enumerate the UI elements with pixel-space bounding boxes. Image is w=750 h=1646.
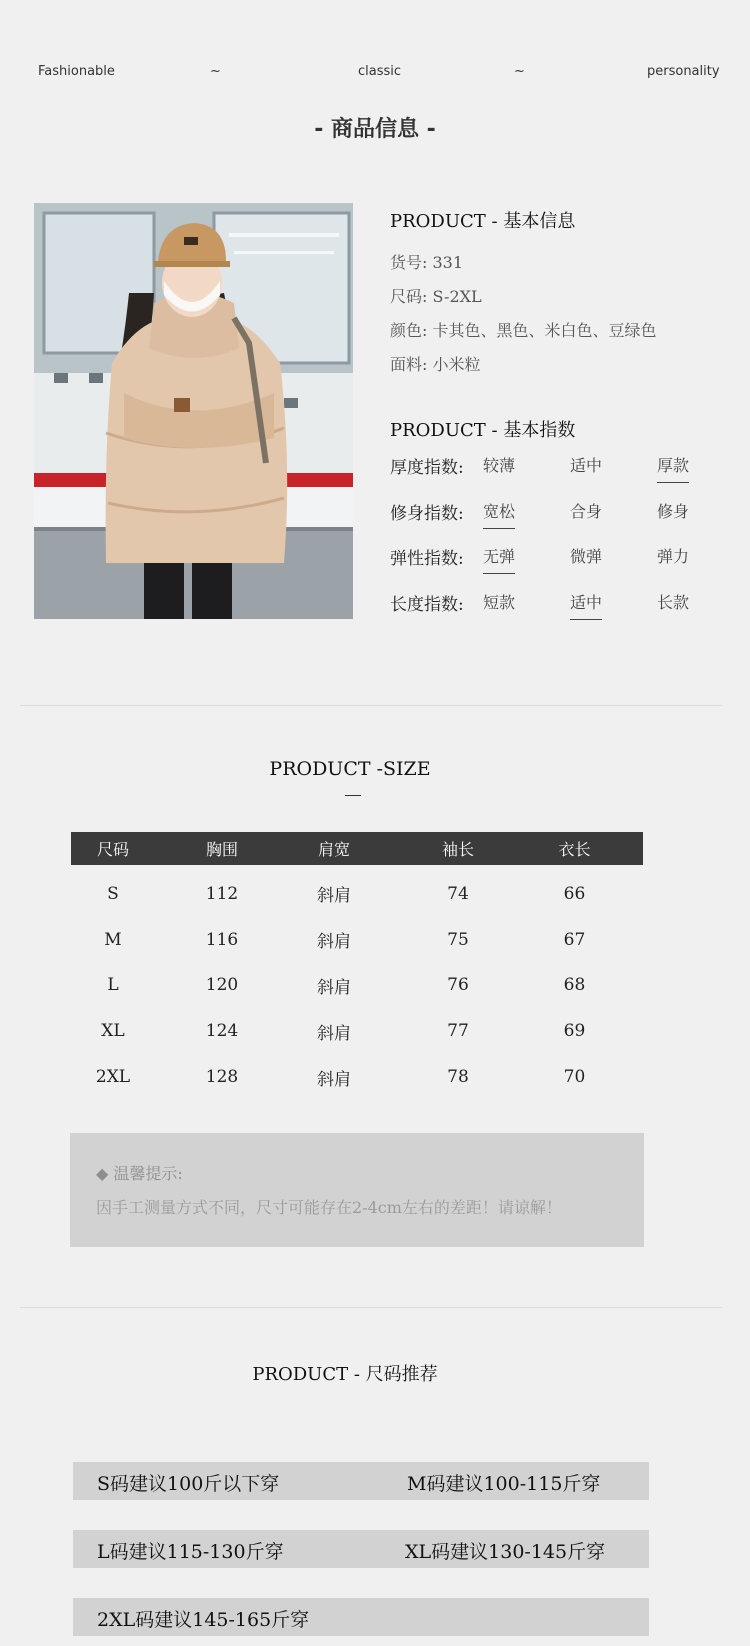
- table-row: [71, 1008, 643, 1054]
- info-value: 331: [432, 253, 464, 272]
- info-value: 卡其色、黑色、米白色、豆绿色: [432, 321, 657, 340]
- info-row-color: [390, 318, 657, 341]
- index-option: 微弹: [570, 547, 603, 566]
- table-cell: 69: [563, 1021, 586, 1042]
- index-option: 较薄: [483, 456, 516, 475]
- info-label: 颜色:: [390, 321, 428, 340]
- table-cell: XL: [101, 1021, 125, 1042]
- table-cell: 斜肩: [317, 977, 351, 998]
- table-cell: 78: [447, 1067, 469, 1088]
- size-section-heading: PRODUCT -SIZE: [269, 758, 431, 780]
- table-cell: S: [107, 883, 119, 904]
- index-label: 厚度指数:: [390, 458, 464, 478]
- table-cell: M: [104, 929, 122, 950]
- column-header-length: 衣长: [558, 840, 591, 859]
- recommend-item: L码建议115-130斤穿: [97, 1541, 284, 1563]
- table-cell: 67: [563, 929, 586, 950]
- recommend-item: S码建议100斤以下穿: [97, 1473, 280, 1495]
- table-cell: 124: [205, 1021, 239, 1042]
- table-cell: 120: [205, 975, 239, 996]
- table-row: [71, 917, 643, 963]
- index-label: 弹性指数:: [390, 549, 464, 569]
- info-row-fabric: [390, 352, 481, 375]
- heading-dash: [345, 795, 361, 796]
- info-row-size: [390, 284, 482, 307]
- size-table-header: [71, 832, 643, 865]
- index-option-selected: 适中: [570, 590, 602, 620]
- section-divider: [20, 705, 722, 706]
- column-header-chest: 胸围: [205, 840, 238, 859]
- index-option: 长款: [657, 593, 690, 612]
- table-cell: 70: [563, 1067, 586, 1088]
- table-cell: 112: [205, 883, 239, 904]
- table-row: [71, 1054, 643, 1100]
- recommend-bar: [73, 1598, 649, 1636]
- table-cell: 斜肩: [317, 1023, 351, 1044]
- info-row-item-no: [390, 250, 463, 273]
- table-cell: 2XL: [95, 1067, 131, 1088]
- info-label: 货号:: [390, 253, 428, 272]
- tagline-word-fashionable: Fashionable: [38, 64, 115, 79]
- recommend-item: XL码建议130-145斤穿: [405, 1541, 606, 1563]
- index-option-selected: 宽松: [483, 499, 515, 529]
- table-cell: 116: [205, 929, 239, 950]
- table-cell: 77: [447, 1021, 469, 1042]
- table-cell: 76: [447, 975, 469, 996]
- info-label: 面料:: [390, 355, 428, 374]
- recommend-item: M码建议100-115斤穿: [407, 1473, 601, 1495]
- index-option: 短款: [483, 593, 516, 612]
- recommend-item: 2XL码建议145-165斤穿: [97, 1609, 310, 1631]
- column-header-sleeve: 袖长: [441, 840, 474, 859]
- info-value: S-2XL: [432, 287, 482, 306]
- section-divider: [20, 1307, 722, 1308]
- table-cell: 斜肩: [317, 932, 351, 953]
- product-photo-illustration: [34, 203, 353, 619]
- index-label: 修身指数:: [390, 504, 464, 524]
- page-title: - 商品信息 -: [314, 117, 436, 142]
- tip-title: ◆ 温馨提示:: [96, 1164, 183, 1183]
- table-cell: 68: [563, 975, 586, 996]
- table-row: [71, 963, 643, 1009]
- tagline-separator: ~: [210, 64, 221, 79]
- recommend-bar: [73, 1462, 649, 1500]
- tip-text: 因手工测量方式不同，尺寸可能存在2-4cm左右的差距！请谅解！: [96, 1198, 562, 1217]
- tagline-word-personality: personality: [647, 64, 720, 79]
- basic-info-heading: PRODUCT - 基本信息: [390, 211, 576, 232]
- tagline-word-classic: classic: [358, 64, 402, 79]
- product-photo: [34, 203, 353, 619]
- size-table: [71, 832, 643, 1100]
- index-option: 弹力: [657, 547, 690, 566]
- tip-box: [70, 1133, 644, 1247]
- table-cell: 斜肩: [317, 886, 351, 907]
- index-option: 合身: [570, 502, 603, 521]
- recommend-heading: PRODUCT - 尺码推荐: [252, 1364, 438, 1385]
- basic-index-heading: PRODUCT - 基本指数: [390, 420, 576, 441]
- table-cell: 128: [205, 1067, 239, 1088]
- table-cell: 斜肩: [317, 1069, 351, 1090]
- column-header-size: 尺码: [96, 840, 129, 859]
- index-option: 修身: [657, 502, 690, 521]
- table-cell: 66: [563, 883, 586, 904]
- index-label: 长度指数:: [390, 595, 464, 615]
- recommend-bar: [73, 1530, 649, 1568]
- table-row: [71, 871, 643, 917]
- index-option-selected: 无弹: [483, 544, 515, 574]
- table-cell: 74: [447, 883, 469, 904]
- table-cell: 75: [447, 929, 469, 950]
- tagline-separator: ~: [514, 64, 525, 79]
- column-header-shoulder: 肩宽: [317, 840, 350, 859]
- info-label: 尺码:: [390, 287, 428, 306]
- index-option: 适中: [570, 456, 603, 475]
- info-value: 小米粒: [432, 355, 481, 374]
- table-cell: L: [107, 975, 119, 996]
- index-option-selected: 厚款: [657, 453, 689, 483]
